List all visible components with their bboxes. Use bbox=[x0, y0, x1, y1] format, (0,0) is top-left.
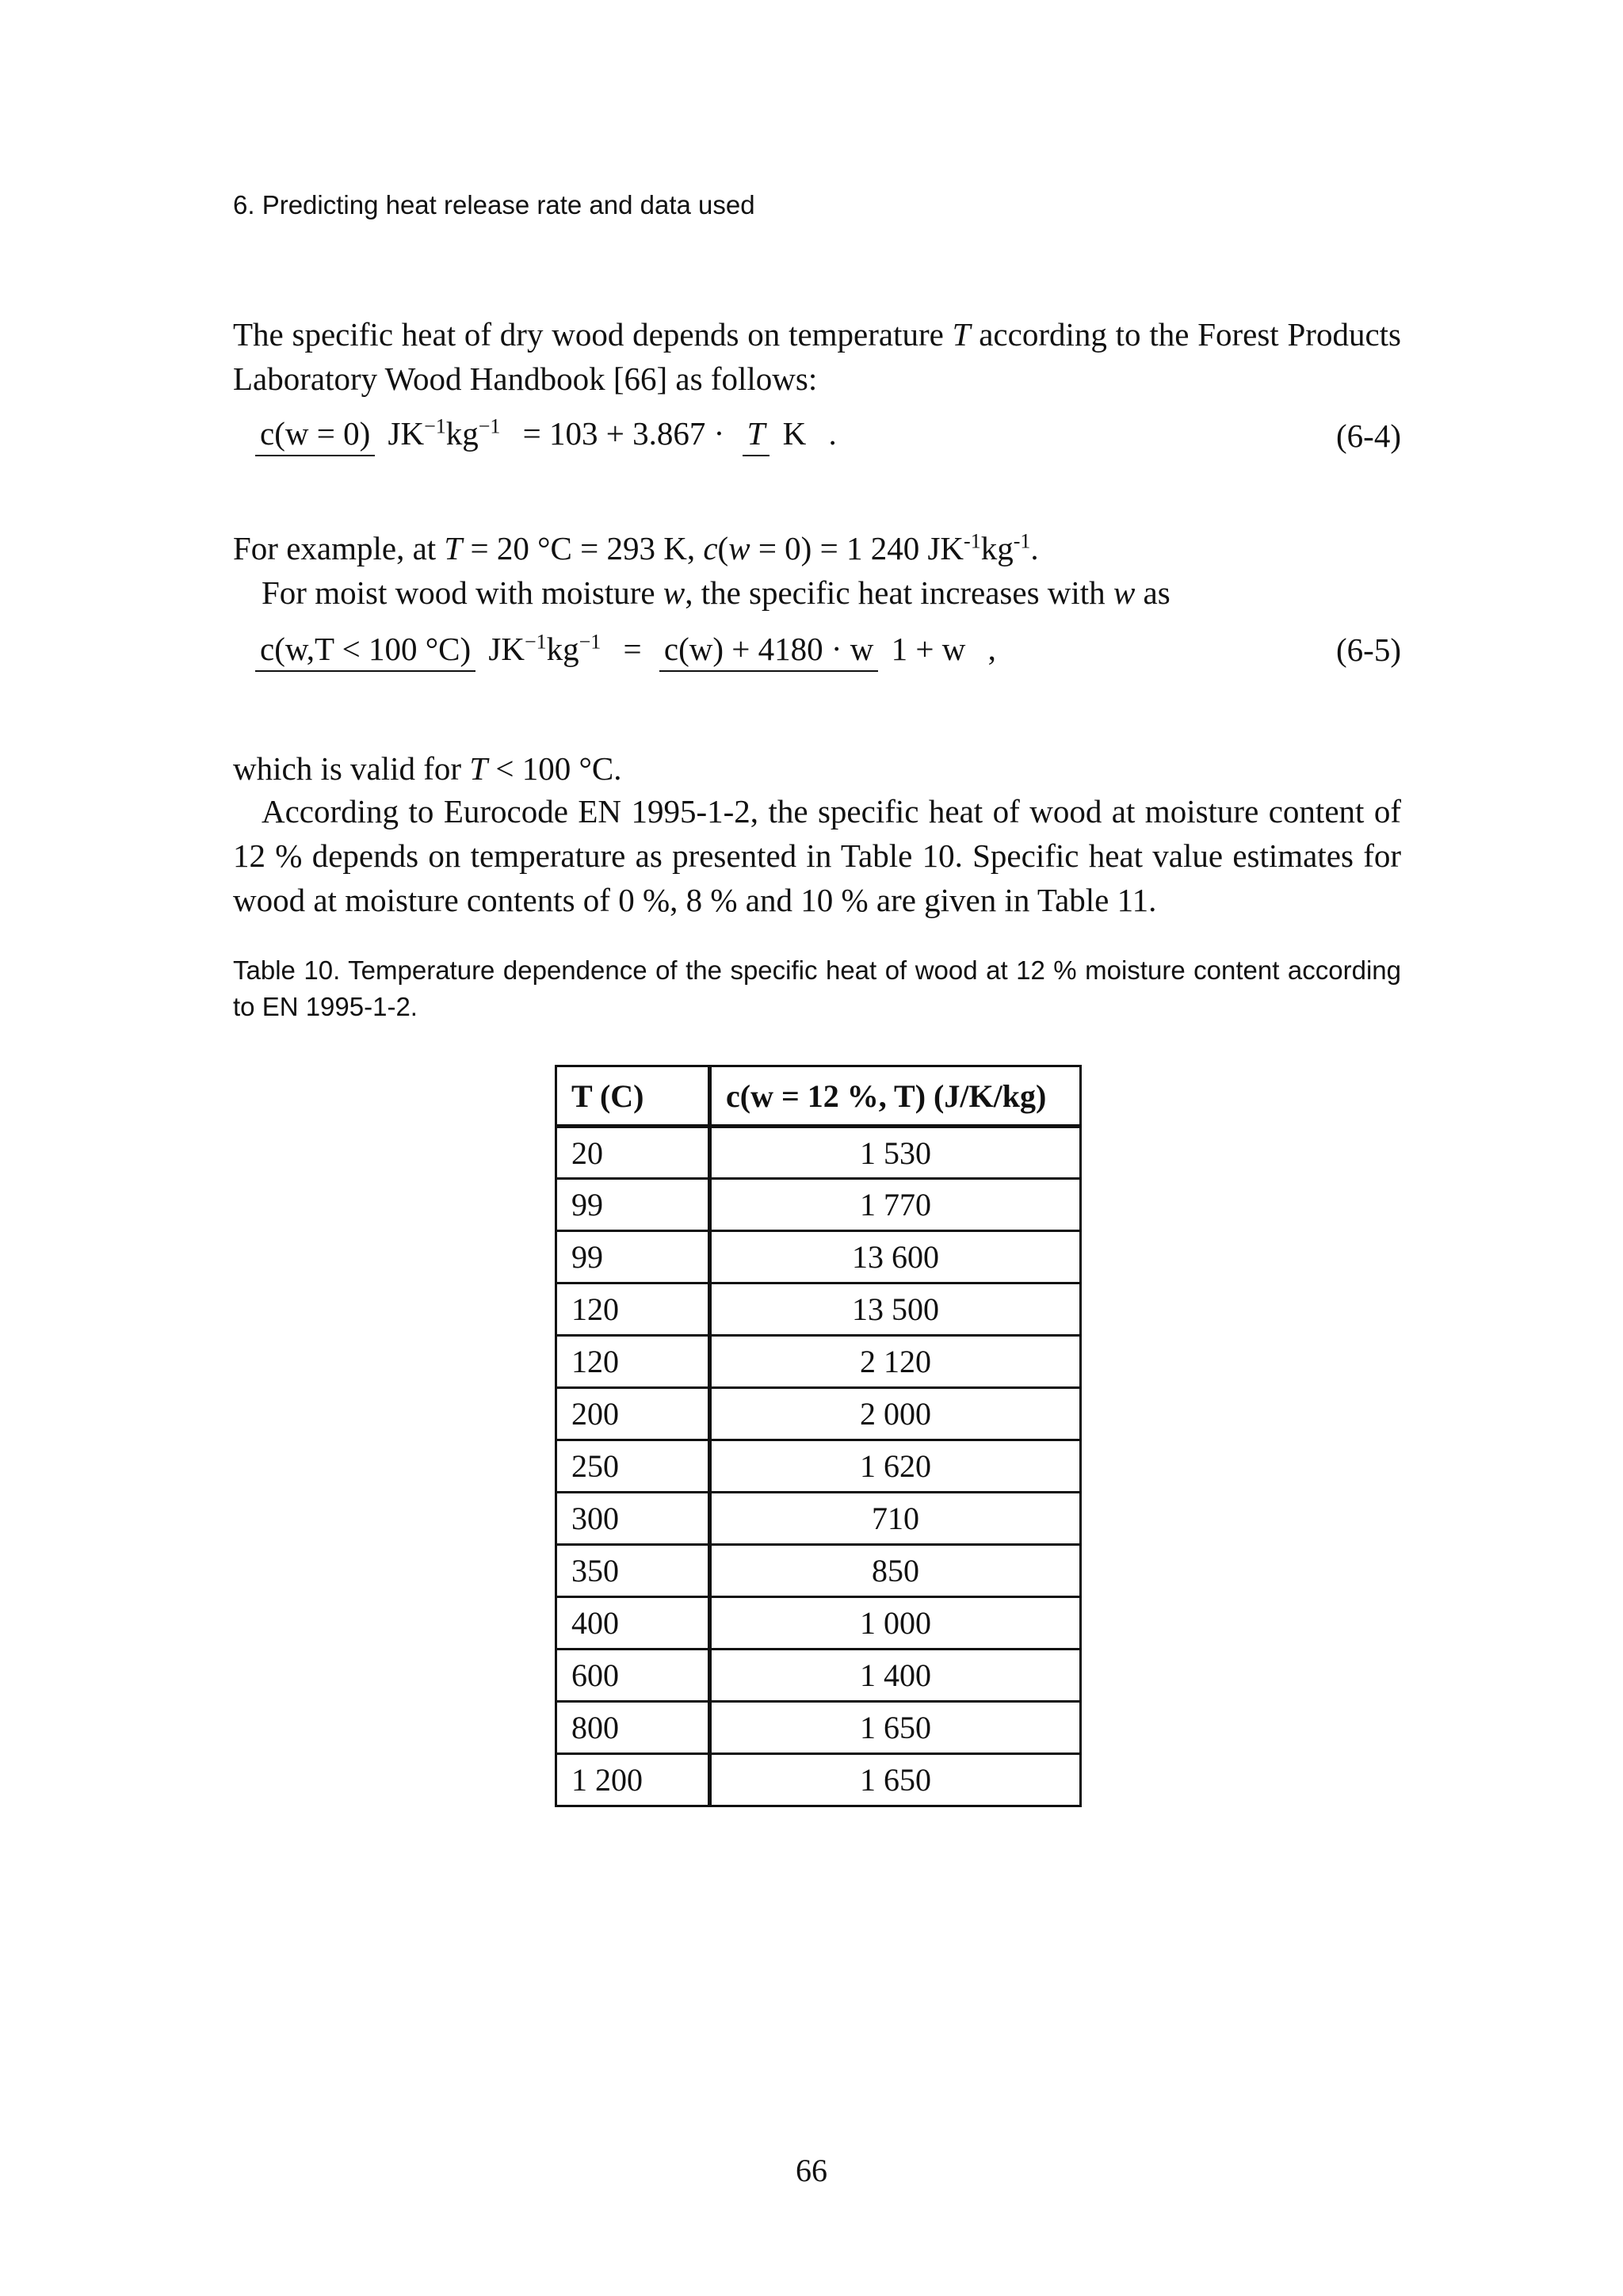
paragraph-moist-wood: For moist wood with moisture w, the specific heat increases with w as bbox=[262, 574, 1170, 611]
eq1-rhs: = 103 + 3.867 · bbox=[522, 414, 725, 452]
table-caption: Table 10. Temperature dependence of the specific heat of wood at 12 % moisture content according to EN 1995-1-2. bbox=[233, 955, 1401, 1021]
table-row: 20 1 530 bbox=[556, 1127, 1081, 1179]
specific-heat-table bbox=[555, 1065, 1082, 1807]
table-row: 99 1 770 bbox=[556, 1179, 1081, 1231]
eq1-denominator: $JK^{-1}kg^{-1}$ bbox=[388, 414, 501, 452]
table-row: 800 1 650 bbox=[556, 1702, 1081, 1754]
equation-6-4: c(w = 0) $JK^{-1}kg^{-1} = 103 + 3.867 \cdot T$ K . bbox=[250, 410, 842, 452]
table-header-row bbox=[556, 1066, 1081, 1127]
running-header: 6. Predicting heat release rate and data used bbox=[233, 190, 755, 219]
eq2-rhs-denominator: 1 + w bbox=[891, 630, 966, 667]
table-row: 120 2 120 bbox=[556, 1336, 1081, 1388]
paragraph-dry-wood-specific-heat: The specific heat of dry wood depends on temperature T according to the Forest Products Laboratory Wood Handbook [66] as follows: bbox=[233, 316, 1401, 397]
paragraph-validity: which is valid for T < 100 °C. bbox=[233, 750, 622, 787]
eq2-rhs-numerator: c(w) + 4180 · w bbox=[659, 631, 879, 672]
page-number: 66 bbox=[796, 2153, 827, 2188]
eq1-rhs-denominator: K bbox=[782, 414, 807, 452]
paragraph-example: For example, at T = 20 °C = 293 K, c(w = 0) = 1 240 $JK^{-1}kg^{-1}$. bbox=[233, 529, 1039, 566]
table-header-temperature: T (C) bbox=[556, 1066, 710, 1127]
equation-label-6-4: (6-4) bbox=[1336, 418, 1401, 454]
table-row: 400 1 000 bbox=[556, 1597, 1081, 1650]
equation-label-6-5: (6-5) bbox=[1336, 631, 1401, 668]
eq1-rhs-numerator: T bbox=[743, 415, 770, 456]
table-row: 200 2 000 bbox=[556, 1388, 1081, 1440]
eq2-numerator: c(w,T < 100 °C) bbox=[255, 631, 475, 672]
table-row: 350 850 bbox=[556, 1545, 1081, 1597]
paragraph-eurocode: According to Eurocode EN 1995-1-2, the specific heat of wood at moisture content of 12 % depends on temperature as presented in Table 10. Specific heat value estimates for wood at moisture contents of 0 %, 8 % and 10 % are given in Table 11. bbox=[233, 793, 1401, 918]
table-row: 250 1 620 bbox=[556, 1440, 1081, 1493]
table-row: 1 200 1 650 bbox=[556, 1754, 1081, 1806]
table-row: 300 710 bbox=[556, 1493, 1081, 1545]
table-row: 99 13 600 bbox=[556, 1231, 1081, 1283]
eq1-numerator: c(w = 0) bbox=[255, 415, 375, 456]
table-header-specific-heat: c(w = 12 %, T) (J/K/kg) bbox=[710, 1066, 1081, 1127]
equation-6-5: c(w,T < 100 °C) $JK^{-1}kg^{-1} = c(w) + 4180 \cdot w$ 1 + w , bbox=[250, 626, 1001, 668]
table-row: 600 1 400 bbox=[556, 1650, 1081, 1702]
eq2-denominator: $JK^{-1}kg^{-1}$ bbox=[488, 629, 601, 667]
table-row: 120 13 500 bbox=[556, 1283, 1081, 1336]
